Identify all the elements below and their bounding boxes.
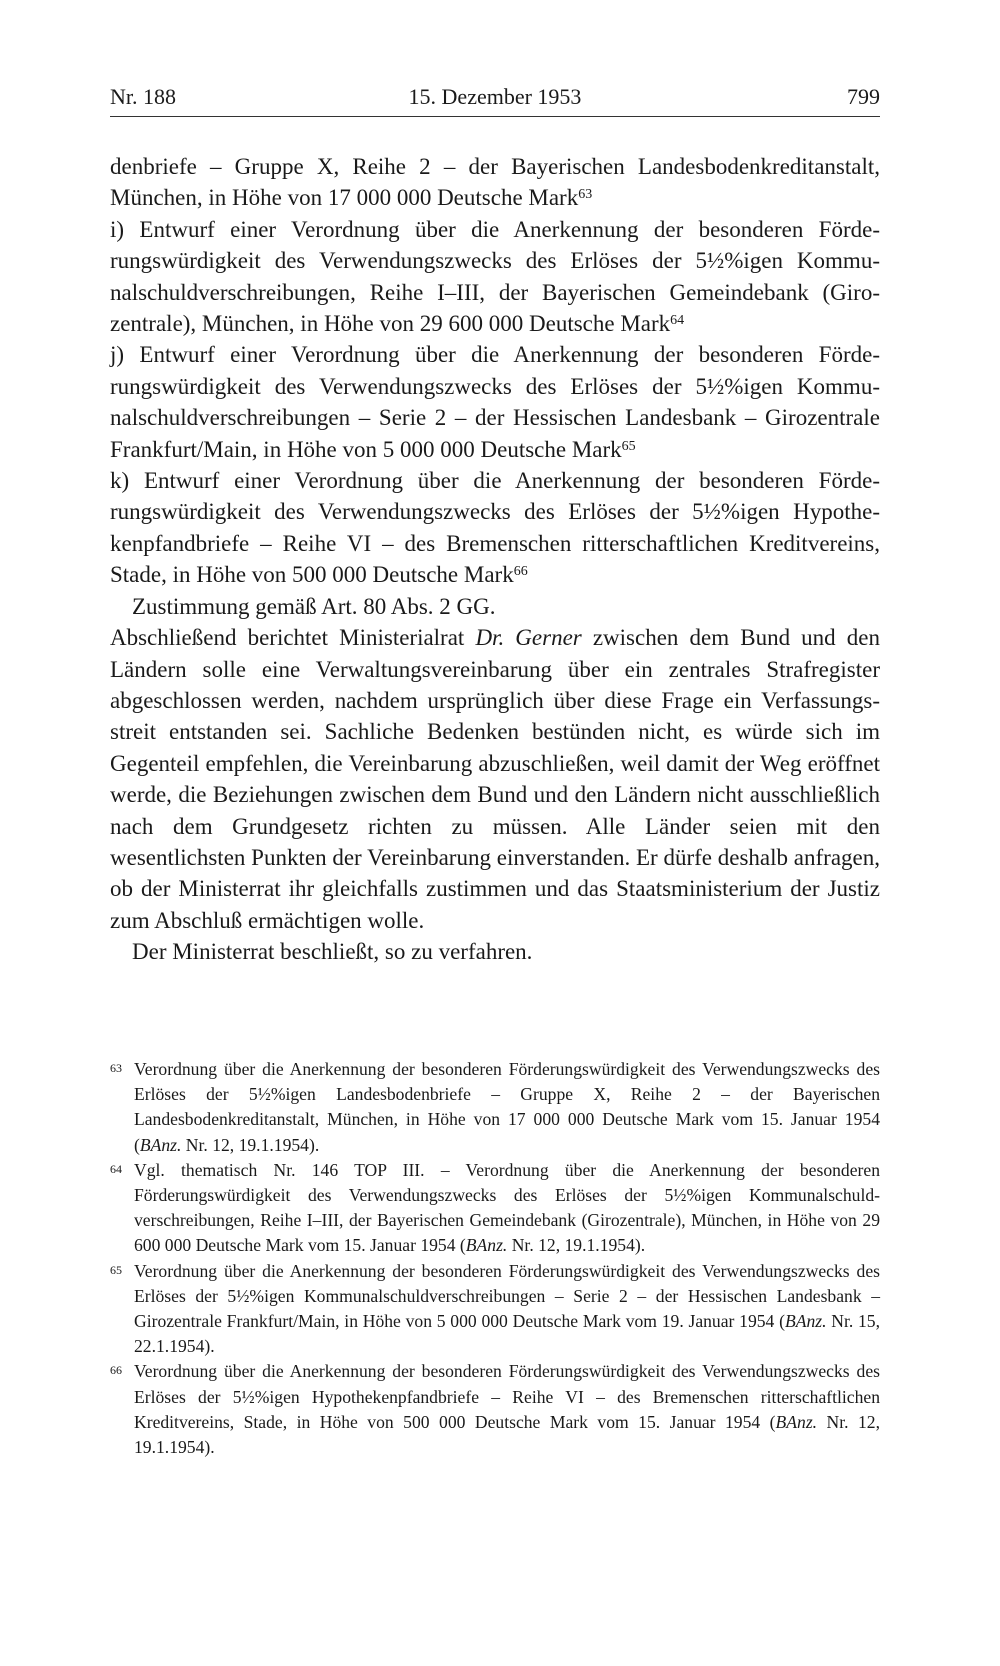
footnote-ref-65[interactable]: 65 <box>621 438 636 454</box>
person-name: Dr. Gerner <box>475 625 582 651</box>
header-date: 15. Dezember 1953 <box>408 84 582 109</box>
footnote-ref-64[interactable]: 64 <box>670 313 685 329</box>
running-header <box>110 84 880 117</box>
footnote-ref-66[interactable]: 66 <box>513 564 528 580</box>
protocol-number: Nr. 188 <box>110 84 176 109</box>
paragraph-item-k: k) Entwurf einer Verordnung über die Anerkennung der besonderen Förderungswürdigkeit des Verwendungszwecks des Erlöses der 5½%igen Hypothekenpfandbriefe – Reihe VI – des Bremenschen ritterschaftlichen Kreditvereins, Stade, in Höhe von 500 000 Deutsche Mark$^{66}$ <box>110 468 880 588</box>
footnote-64: 64 Vgl. thematisch Nr. 146 TOP III. – Verordnung über die Anerkennung der besonderen Förderungswürdigkeit des Verwendungszwecks des Erlöses der 5½%igen Kommunalschuldverschreibungen, Reihe I–III, der Bayerischen Gemeindebank (Girozentrale), München, in Höhe von 29 600 000 Deutsche Mark vom 15. Januar 1954 (BAnz. Nr. 12, 19.1.1954). <box>110 1159 880 1256</box>
footnote-63: 63 Verordnung über die Anerkennung der besonderen Förderungswürdigkeit des Verwendungszwecks des Erlöses der 5½%igen Landesbodenbriefe – Gruppe X, Reihe 2 – der Bayerischen Landesbodenkreditanstalt, München, in Höhe von 17 000 000 Deutsche Mark vom 15. Januar 1954 (BAnz. Nr. 12, 19.1.1954). <box>110 1059 880 1155</box>
paragraph-gerner-report: Abschließend berichtet Ministerialrat Dr. Gerner zwischen dem Bund und den Ländern solle eine Verwaltungsvereinbarung über ein zentrales Strafregister abgeschlossen werden, nachdem ursprünglich über diese Frage ein Verfassungsstreit entstanden sei. Sachliche Bedenken bestünden nicht, es würde sich im Gegenteil empfehlen, die Vereinbarung abzuschließen, weil damit der Weg eröffnet werde, die Beziehungen zwischen dem Bund und den Ländern nicht ausschließlich nach dem Grundgesetz richten zu müssen. Alle Länder seien mit den wesentlichsten Punkten der Vereinbarung einverstanden. Er dürfe deshalb anfragen, ob der Ministerrat ihr gleichfalls zustimmen und das Staatsministerium der Justiz zum Abschluß ermächtigen wolle. <box>110 625 880 933</box>
footnotes <box>110 1057 880 1460</box>
paragraph-h-continuation: denbriefe – Gruppe X, Reihe 2 – der Bayerischen Landesbodenkreditanstalt, München, in Höhe von 17 000 000 Deutsche Mark$^{63}$ <box>110 154 880 211</box>
footnote-66: 66 Verordnung über die Anerkennung der besonderen Förderungswürdigkeit des Verwendungszwecks des Erlöses der 5½%igen Hypothekenpfandbriefe – Reihe VI – des Bremenschen ritterschaftlichen Kreditvereins, Stade, in Höhe von 500 000 Deutsche Mark vom 15. Januar 1954 (BAnz. Nr. 12, 19.1.1954). <box>110 1361 881 1458</box>
footnote-65: 65 Verordnung über die Anerkennung der besonderen Förderungswürdigkeit des Verwendungszwecks des Erlöses der 5½%igen Kommunalschuldverschreibungen – Serie 2 – der Hessischen Landesbank – Girozentrale Frankfurt/Main, in Höhe von 5 000 000 Deutsche Mark vom 19. Januar 1954 (BAnz. Nr. 15, 22.1.1954). <box>110 1260 880 1357</box>
footnote-ref-63[interactable]: 63 <box>578 187 593 203</box>
page-number: 799 <box>847 84 880 109</box>
paragraph-item-i: i) Entwurf einer Verordnung über die Anerkennung der besonderen Förderungswürdigkeit des Verwendungszwecks des Erlöses der 5½%igen Kommunalschuldverschreibungen, Reihe I–III, der Bayerischen Gemeindebank (Girozentrale), München, in Höhe von 29 600 000 Deutsche Mark$^{64}$ <box>110 216 880 337</box>
main-text <box>110 151 880 968</box>
paragraph-decision: Der Ministerrat beschließt, so zu verfahren. <box>132 939 533 965</box>
paragraph-approval: Zustimmung gemäß Art. 80 Abs. 2 GG. <box>132 593 496 619</box>
paragraph-item-j: j) Entwurf einer Verordnung über die Anerkennung der besonderen Förderungswürdigkeit des Verwendungszwecks des Erlöses der 5½%igen Kommunalschuldverschreibungen – Serie 2 – der Hessischen Landesbank – Girozentrale Frankfurt/Main, in Höhe von 5 000 000 Deutsche Mark$^{65}$ <box>110 342 880 462</box>
